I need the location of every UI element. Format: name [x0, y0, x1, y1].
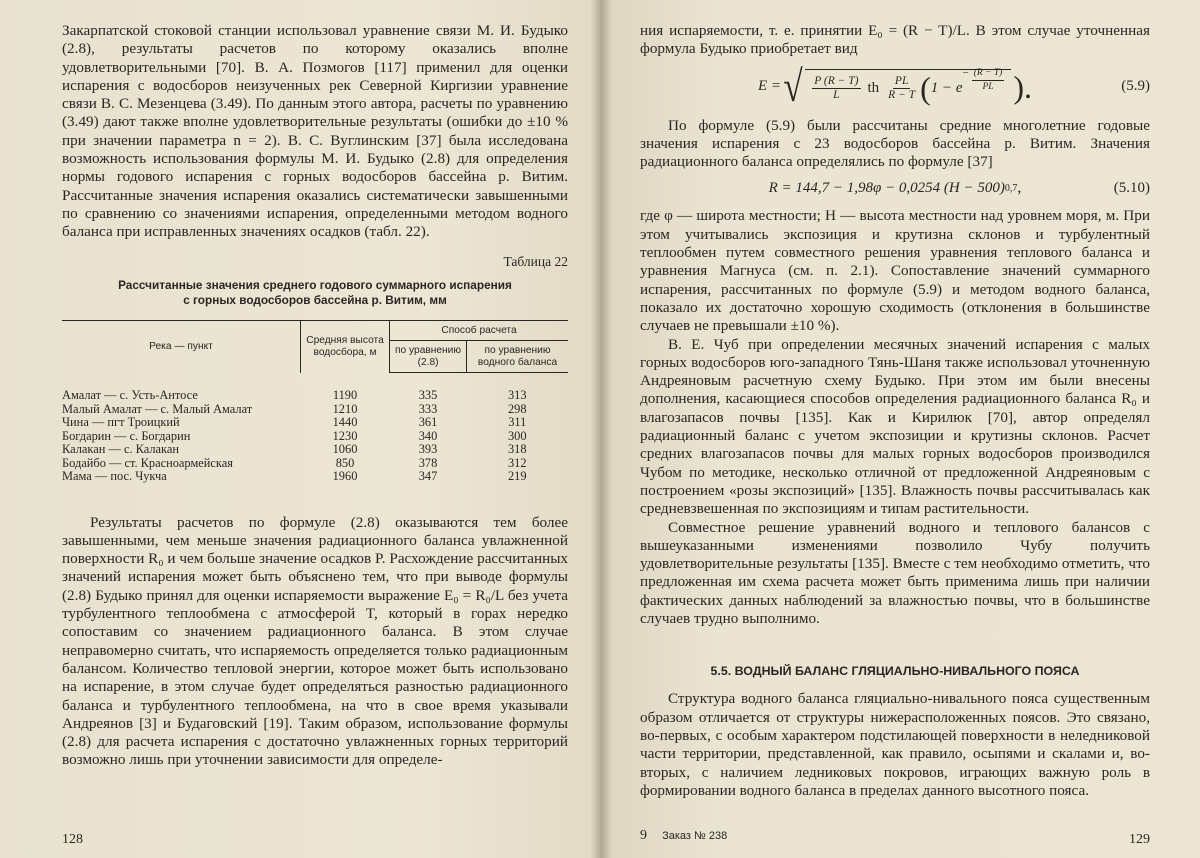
fraction-1-denominator: L — [833, 88, 840, 101]
cell-equation: 340 — [418, 428, 438, 443]
table-row — [62, 443, 568, 457]
cell-river: Амалат — с. Усть-Антосе — [62, 387, 198, 402]
evaporation-table — [62, 320, 568, 514]
cell-balance: 300 — [507, 428, 527, 443]
col-header-river: Река — пункт — [62, 320, 301, 373]
signature-text: Заказ № 238 — [662, 830, 728, 842]
exponent-numerator: (R − T) — [972, 67, 1005, 81]
table-row — [62, 470, 568, 514]
fraction-2-denominator: R − T — [888, 88, 916, 101]
formula-5-9 — [640, 61, 1150, 111]
th-function: th — [867, 79, 880, 96]
table-label: Таблица 22 — [503, 253, 568, 269]
col-header-method: Способ расчета — [390, 320, 569, 341]
col-header-water-balance: по уравнению водного баланса — [467, 341, 568, 373]
cell-river: Чина — пгт Троицкий — [62, 415, 180, 430]
cell-equation: 361 — [418, 415, 438, 430]
table-title — [62, 278, 568, 308]
fraction-2-numerator: PL — [894, 74, 909, 87]
cell-equation: 393 — [418, 442, 438, 457]
cell-height: 1230 — [332, 428, 358, 443]
right-page — [600, 0, 1200, 858]
radical-sign-icon: √ — [783, 61, 803, 111]
right-paragraph-1: ния испаряемости, т. е. принятии E₀ = (R − T)/L. В этом случае уточненная формула Будыко приобретает вид — [640, 22, 1150, 58]
exponent-minus: − — [962, 66, 969, 79]
equation-number-5-10: (5.10) — [1113, 179, 1150, 196]
cell-equation: 347 — [418, 469, 438, 484]
table-row — [62, 430, 568, 444]
left-paragraph-2: Результаты расчетов по формуле (2.8) оказываются тем более завышенными, чем меньше значения радиационного баланса увлажненной поверхности R₀ и чем больше значение осадков P. Расхождение рассчитанных значений испарения может быть объяснено тем, что при выводе формулы (2.8) Будыко принял для оценки испаряемости выражение E₀ = R₀/L без учета турбулентного теплообмена с атмосферой T, который в горах нередко сопоставим со значением радиационного баланса. В этом случае неправомерно считать, что испаряемость определяется только радиационным балансом. Количество тепловой энергии, которое может быть использовано на испарение, в этом случае будет определяться разностью радиационного баланса и турбулентного теплообмена, на что в свое время указывали Андреянов [3] и Будаговский [19]. Таким образом, использование формулы (2.8) для расчета испарения с достаточно увлажненных горных территорий возможно лишь при уточнении зависимости для определе- — [62, 513, 568, 769]
section-heading: 5.5. ВОДНЫЙ БАЛАНС ГЛЯЦИАЛЬНО-НИВАЛЬНОГО ПОЯСА — [710, 664, 1080, 679]
right-paragraph-6: Структура водного баланса гляциально-нивального пояса существенным образом отличается от структуры нижерасположенных поясов. Это связано, во-первых, с особым характером подстилающей поверхности в неледниковой части территории, представленной, как правило, осыпями и скалами и, во-вторых, с наличием ледниковых покровов, играющих важную роль в формировании водного баланса в пределах данного высотного пояса. — [640, 690, 1150, 799]
left-page-number: 128 — [62, 832, 83, 847]
table-row — [62, 373, 568, 403]
printing-signature — [640, 828, 727, 844]
cell-height: 1190 — [332, 387, 358, 402]
signature-number: 9 — [640, 828, 647, 843]
cell-river: Мама — пос. Чукча — [62, 469, 167, 484]
formula-5-10-comma: , — [1017, 179, 1022, 197]
exponent-denominator: PL — [982, 81, 994, 92]
equation-number-5-9: (5.9) — [1121, 78, 1150, 95]
cell-river: Богдарин — с. Богдарин — [62, 428, 191, 443]
cell-balance: 311 — [508, 415, 527, 430]
table-row — [62, 416, 568, 430]
right-paragraph-4: В. Е. Чуб при определении месячных значений испарения с малых горных водосборов юго-западного Тянь-Шаня также использовал уточненную Андреяновым расчетную схему Будыко. При этом им были внесены дополнения, касающиеся способов определения радиационного баланса R₀ и влагозапасов почвы [135]. Как и Кирилюк [70], автор определял радиационный баланс с учетом экспозиции и крутизны склонов. Расчет средних влагозапасов почвы для малых горных водосборов производился Чубом по методике, несколько отличной от предложенной Андреяновым с построением «розы экспозиций» [135]. Влажность почвы рассчитывалась как средневзвешенная по экспозициям и типам растительности. — [640, 335, 1150, 518]
cell-balance: 318 — [507, 442, 527, 457]
table-row — [62, 457, 568, 471]
cell-equation: 333 — [418, 401, 438, 416]
table-row — [62, 403, 568, 417]
cell-height: 1440 — [332, 415, 358, 430]
right-paragraph-2: По формуле (5.9) были рассчитаны средние многолетние годовые значения испарения с 23 водосборов бассейна р. Витим. Значения радиационного баланса определялись по формуле [37] — [640, 116, 1150, 171]
cell-river: Бодайбо — ст. Красноармейская — [62, 455, 233, 470]
right-paragraph-5: Совместное решение уравнений водного и теплового балансов с вышеуказанными изменениями позволило Чубу получить удовлетворительные результаты [135]. Вместе с тем необходимо отметить, что предложенная им схема расчета может быть применима лишь при наличии фактических данных наблюдений за влажностью почвы, что в большинстве случаев трудно выполнимо. — [640, 518, 1150, 628]
radicand — [805, 66, 1011, 107]
formula-end: ). — [1013, 68, 1032, 105]
one-minus-e: 1 − e — [930, 79, 963, 96]
cell-balance: 298 — [507, 401, 527, 416]
formula-lhs: E = — [758, 78, 782, 95]
right-paragraph-3: где φ — широта местности; H — высота местности над уровнем моря, м. При этом учитывались экспозиция и крутизна склонов и турбулентный теплообмен путем совместного решения уравнения теплового баланса и уравнения Магнуса (см. п. 2.1). Сопоставление значений суммарного испарения, рассчитанных по формуле (5.9) и методом водного баланса, показало их достаточно хорошую сходимость (отклонения в большинстве случаев не превышали ±10 %). — [640, 207, 1150, 335]
col-header-equation: по уравнению (2.8) — [390, 341, 467, 373]
cell-height: 1060 — [332, 442, 358, 457]
cell-equation: 335 — [418, 388, 438, 403]
left-paren-icon: ( — [920, 70, 931, 107]
exponent-fraction — [972, 67, 1005, 94]
cell-height: 1960 — [332, 469, 358, 484]
right-page-number: 129 — [1129, 832, 1150, 847]
cell-height: 1210 — [332, 401, 358, 416]
formula-5-10-exponent: 0,7 — [1004, 182, 1018, 194]
fraction-1 — [812, 75, 860, 102]
cell-balance: 219 — [507, 469, 527, 484]
fraction-2 — [886, 75, 917, 102]
cell-equation: 378 — [418, 455, 438, 470]
cell-river: Калакан — с. Калакан — [62, 442, 179, 457]
formula-5-10-body: R = 144,7 − 1,98φ − 0,0254 (H − 500) — [768, 179, 1005, 196]
table-title-line-1: Рассчитанные значения среднего годового суммарного испарения — [118, 277, 512, 292]
cell-river: Малый Амалат — с. Малый Амалат — [62, 401, 253, 416]
table-body — [62, 373, 568, 514]
col-header-height: Средняя высота водосбора, м — [301, 320, 390, 373]
cell-balance: 313 — [507, 388, 527, 403]
formula-5-10 — [640, 179, 1150, 197]
table-title-line-2: с горных водосборов бассейна р. Витим, мм — [183, 292, 447, 307]
square-root — [781, 61, 1011, 111]
cell-height: 850 — [335, 455, 355, 470]
left-paragraph-1: Закарпатской стоковой станции использовал уравнение связи М. И. Будыко (2.8), результаты расчетов по которому оказались вполне удовлетворительными [70]. В. А. Позмогов [117] применил для оценки испарения с водосборов неизученных рек Северной Киргизии уравнение связи В. С. Мезенцева (3.49). По данным этого автора, расчеты по уравнению (3.49) дают также вполне удовлетворительные результаты (ошибки до ±10 % при значении параметра n = 2). В. С. Вуглинским [37] была исследована возможность использования формулы М. И. Будыко (2.8) для определения нормы годового испарения с горных водосборов бассейна р. Витим. Рассчитанные значения испарения оказались систематически завышенными по сравнению со значениями испарения, определенными методом водного баланса при исправленных значениях осадков (табл. 22). — [62, 22, 568, 241]
fraction-1-numerator: P (R − T) — [814, 74, 859, 87]
exponent — [963, 67, 1008, 94]
cell-balance: 312 — [507, 455, 527, 470]
